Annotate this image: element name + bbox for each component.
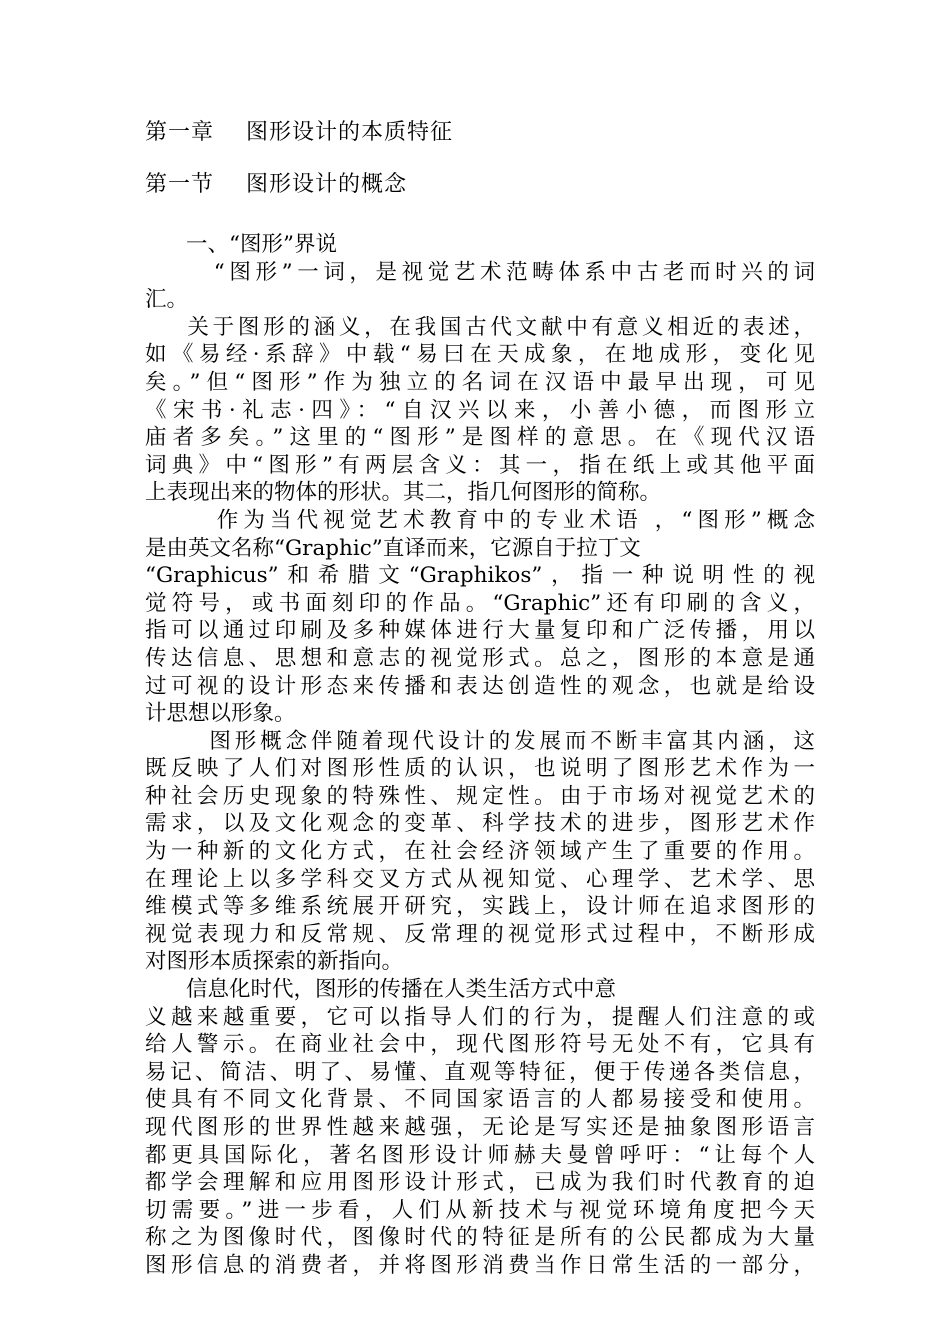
text-line: 矣。”但“图形”作为独立的名词在汉语中最早出现，可见	[145, 369, 815, 395]
text-line: 需求，以及文化观念的变革、科学技术的进步，图形艺术作	[145, 811, 815, 837]
text-line: 一、“图形”界说	[145, 232, 337, 257]
text-line: “Graphicus”和希腊文“Graphikos”，指一种说明性的视	[145, 563, 815, 589]
text-line: 易记、简洁、明了、易懂、直观等特征，便于传递各类信息，	[145, 1059, 815, 1085]
text-line: 都更具国际化，著名图形设计师赫夫曼曾呼吁：“让每个人	[145, 1142, 815, 1168]
text-line: 过可视的设计形态来传播和表达创造性的观念，也就是给设	[145, 673, 815, 699]
text-line: 义越来越重要，它可以指导人们的行为，提醒人们注意的或	[145, 1004, 815, 1030]
text-line: 都学会理解和应用图形设计形式，已成为我们时代教育的迫	[145, 1170, 815, 1196]
text-line: 上表现出来的物体的形状。其二，指几何图形的简称。	[145, 480, 662, 506]
section-title: 第一节 图形设计的概念	[145, 172, 407, 197]
text-line: 信息化时代，图形的传播在人类生活方式中意	[145, 977, 617, 1003]
text-line: 维模式等多维系统展开研究，实践上，设计师在追求图形的	[145, 894, 815, 920]
text-line: 给人警示。在商业社会中，现代图形符号无处不有，它具有	[145, 1032, 815, 1058]
text-line: 关于图形的涵义，在我国古代文献中有意义相近的表述，	[145, 314, 815, 340]
text-line: 传达信息、思想和意志的视觉形式。总之，图形的本意是通	[145, 645, 815, 671]
text-line: 庙者多矣。”这里的“图形”是图样的意思。在《现代汉语	[145, 425, 815, 451]
text-line: 现代图形的世界性越来越强，无论是写实还是抽象图形语言	[145, 1115, 815, 1140]
text-line: “图形”一词，是视觉艺术范畴体系中古老而时兴的词	[145, 259, 815, 285]
text-line: 作为当代视觉艺术教育中的专业术语 ，“图形”概念	[145, 507, 815, 533]
text-line: 为一种新的文化方式，在社会经济领域产生了重要的作用。	[145, 839, 815, 865]
text-line: 视觉表现力和反常规、反常理的视觉形式过程中，不断形成	[145, 921, 815, 947]
text-line: 称之为图像时代，图像时代的特征是所有的公民都成为大量	[145, 1225, 815, 1251]
text-line: 汇。	[145, 287, 189, 313]
text-line: 既反映了人们对图形性质的认识，也说明了图形艺术作为一	[145, 756, 815, 782]
text-line: 如《易经·系辞》中载“易曰在天成象，在地成形，变化见	[145, 342, 815, 368]
text-line: 指可以通过印刷及多种媒体进行大量复印和广泛传播，用以	[145, 618, 815, 644]
text-line: 觉符号，或书面刻印的作品。“Graphic”还有印刷的含义，	[145, 590, 815, 616]
text-line: 种社会历史现象的特殊性、规定性。由于市场对视觉艺术的	[145, 783, 815, 809]
text-line: 词典》中“图形”有两层含义：其一，指在纸上或其他平面	[145, 452, 815, 478]
text-line: 是由英文名称“Graphic”直译而来，它源自于拉丁文	[145, 535, 641, 561]
chapter-title: 第一章 图形设计的本质特征	[145, 120, 453, 145]
text-line: 使具有不同文化背景、不同国家语言的人都易接受和使用。	[145, 1087, 815, 1113]
text-line: 计思想以形象。	[145, 701, 296, 727]
text-line: 在理论上以多学科交叉方式从视知觉、心理学、艺术学、思	[145, 866, 815, 892]
body-text	[145, 231, 815, 1280]
text-line: 图形信息的消费者，并将图形消费当作日常生活的一部分，	[145, 1252, 815, 1278]
text-line: 对图形本质探索的新指向。	[145, 949, 404, 975]
text-line: 切需要。”进一步看，人们从新技术与视觉环境角度把今天	[145, 1197, 815, 1223]
text-line: 图形概念伴随着现代设计的发展而不断丰富其内涵，这	[145, 728, 815, 754]
text-line: 《宋书·礼志·四》：“自汉兴以来，小善小德，而图形立	[145, 397, 815, 423]
